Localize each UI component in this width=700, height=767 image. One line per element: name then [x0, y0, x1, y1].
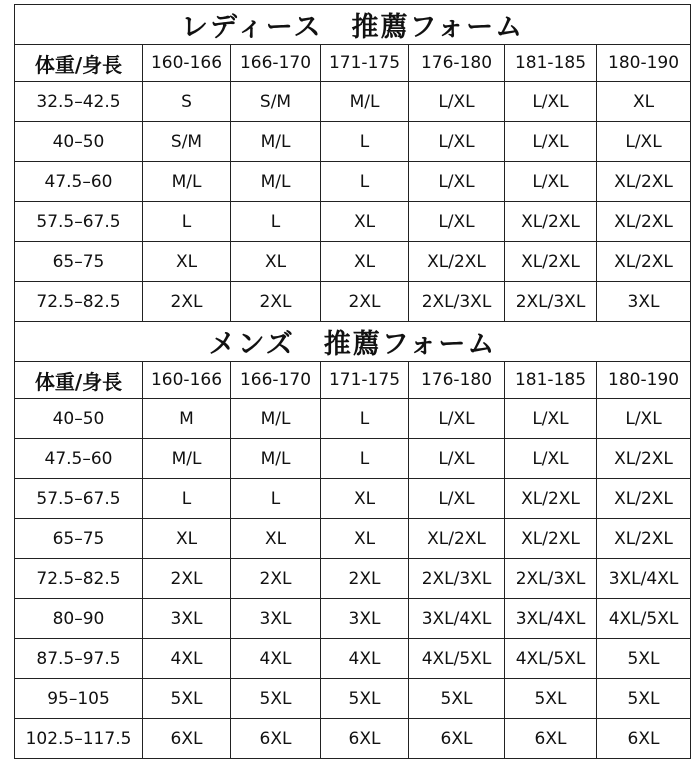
weight-range-cell: 32.5–42.5 [15, 82, 143, 122]
size-cell: 3XL/4XL [409, 599, 505, 639]
table-row [15, 719, 691, 759]
weight-range-cell: 57.5–67.5 [15, 479, 143, 519]
weight-range-cell: 87.5–97.5 [15, 639, 143, 679]
size-cell: XL/2XL [409, 519, 505, 559]
size-cell: L/XL [505, 439, 597, 479]
table-row [15, 439, 691, 479]
ladies-height-header: 180-190 [597, 45, 691, 82]
size-cell: XL [321, 519, 409, 559]
size-cell: XL/2XL [597, 162, 691, 202]
ladies-height-header: 181-185 [505, 45, 597, 82]
table-row [15, 519, 691, 559]
size-cell: 6XL [409, 719, 505, 759]
size-cell: 3XL [231, 599, 321, 639]
size-cell: XL/2XL [597, 519, 691, 559]
mens-rows [15, 399, 691, 759]
size-cell: 4XL/5XL [409, 639, 505, 679]
size-cell: 5XL [597, 639, 691, 679]
table-row [15, 479, 691, 519]
size-cell: L/XL [505, 82, 597, 122]
size-cell: L/XL [505, 162, 597, 202]
size-cell: XL/2XL [505, 242, 597, 282]
ladies-title: レディース 推薦フォーム [15, 5, 691, 45]
size-cell: 2XL/3XL [409, 282, 505, 322]
size-cell: S/M [231, 82, 321, 122]
size-cell: 2XL/3XL [505, 559, 597, 599]
size-cell: L [321, 399, 409, 439]
size-cell: L [231, 202, 321, 242]
mens-height-header: 171-175 [321, 362, 409, 399]
size-cell: XL/2XL [505, 479, 597, 519]
size-cell: S/M [143, 122, 231, 162]
size-cell: M [143, 399, 231, 439]
weight-range-cell: 95–105 [15, 679, 143, 719]
size-cell: L/XL [409, 439, 505, 479]
size-chart-table [14, 4, 691, 759]
mens-title: メンズ 推薦フォーム [15, 322, 691, 362]
size-cell: L [321, 122, 409, 162]
size-cell: M/L [231, 122, 321, 162]
ladies-header-row [15, 45, 691, 82]
size-cell: XL [597, 82, 691, 122]
size-cell: 5XL [143, 679, 231, 719]
size-cell: S [143, 82, 231, 122]
weight-range-cell: 47.5–60 [15, 439, 143, 479]
weight-range-cell: 40–50 [15, 399, 143, 439]
ladies-height-header: 166-170 [231, 45, 321, 82]
ladies-corner-header: 体重/身長 [15, 45, 143, 82]
weight-range-cell: 72.5–82.5 [15, 282, 143, 322]
mens-height-header: 180-190 [597, 362, 691, 399]
mens-header-row [15, 362, 691, 399]
size-cell: L/XL [409, 122, 505, 162]
size-cell: 6XL [321, 719, 409, 759]
size-cell: M/L [231, 399, 321, 439]
size-cell: L [321, 439, 409, 479]
size-cell: XL [231, 242, 321, 282]
size-cell: XL [321, 479, 409, 519]
size-cell: 2XL [143, 559, 231, 599]
mens-height-header: 160-166 [143, 362, 231, 399]
size-cell: 4XL [231, 639, 321, 679]
size-chart-sheet [14, 4, 690, 759]
size-cell: L [231, 479, 321, 519]
size-cell: 5XL [505, 679, 597, 719]
size-cell: 5XL [597, 679, 691, 719]
mens-height-header: 181-185 [505, 362, 597, 399]
size-cell: 6XL [231, 719, 321, 759]
size-cell: 2XL/3XL [409, 559, 505, 599]
weight-range-cell: 65–75 [15, 519, 143, 559]
size-cell: 3XL [143, 599, 231, 639]
size-cell: 6XL [143, 719, 231, 759]
size-cell: 6XL [597, 719, 691, 759]
size-cell: M/L [143, 439, 231, 479]
size-cell: 5XL [231, 679, 321, 719]
size-cell: M/L [143, 162, 231, 202]
size-cell: L [321, 162, 409, 202]
size-cell: 2XL [143, 282, 231, 322]
ladies-rows [15, 82, 691, 322]
size-cell: 4XL/5XL [597, 599, 691, 639]
mens-corner-header: 体重/身長 [15, 362, 143, 399]
table-row [15, 559, 691, 599]
size-cell: L/XL [505, 399, 597, 439]
size-cell: 4XL/5XL [505, 639, 597, 679]
size-cell: XL [143, 519, 231, 559]
size-cell: L/XL [597, 399, 691, 439]
size-cell: L/XL [597, 122, 691, 162]
size-cell: L/XL [409, 82, 505, 122]
size-cell: 3XL/4XL [505, 599, 597, 639]
mens-section [15, 322, 691, 399]
table-row [15, 202, 691, 242]
size-cell: XL/2XL [597, 202, 691, 242]
table-row [15, 82, 691, 122]
size-cell: XL/2XL [597, 242, 691, 282]
size-cell: L [143, 202, 231, 242]
weight-range-cell: 47.5–60 [15, 162, 143, 202]
size-cell: 2XL [231, 282, 321, 322]
table-row [15, 282, 691, 322]
size-cell: M/L [231, 439, 321, 479]
size-cell: L [143, 479, 231, 519]
size-cell: 2XL [321, 282, 409, 322]
size-cell: 6XL [505, 719, 597, 759]
size-cell: XL/2XL [505, 202, 597, 242]
weight-range-cell: 40–50 [15, 122, 143, 162]
weight-range-cell: 80–90 [15, 599, 143, 639]
size-cell: XL [321, 242, 409, 282]
table-row [15, 639, 691, 679]
size-cell: 3XL/4XL [597, 559, 691, 599]
size-cell: 4XL [143, 639, 231, 679]
size-cell: XL/2XL [597, 439, 691, 479]
ladies-height-header: 160-166 [143, 45, 231, 82]
table-row [15, 679, 691, 719]
ladies-section [15, 5, 691, 82]
size-cell: M/L [231, 162, 321, 202]
table-row [15, 242, 691, 282]
size-cell: XL [321, 202, 409, 242]
size-cell: 4XL [321, 639, 409, 679]
ladies-height-header: 171-175 [321, 45, 409, 82]
size-cell: 3XL [597, 282, 691, 322]
mens-height-header: 166-170 [231, 362, 321, 399]
weight-range-cell: 102.5–117.5 [15, 719, 143, 759]
size-cell: L/XL [409, 479, 505, 519]
size-cell: XL/2XL [505, 519, 597, 559]
size-cell: 2XL/3XL [505, 282, 597, 322]
size-cell: 5XL [409, 679, 505, 719]
size-cell: XL [143, 242, 231, 282]
size-cell: XL/2XL [409, 242, 505, 282]
weight-range-cell: 65–75 [15, 242, 143, 282]
table-row [15, 599, 691, 639]
weight-range-cell: 57.5–67.5 [15, 202, 143, 242]
size-cell: L/XL [409, 399, 505, 439]
table-row [15, 122, 691, 162]
size-cell: 5XL [321, 679, 409, 719]
size-cell: XL [231, 519, 321, 559]
mens-height-header: 176-180 [409, 362, 505, 399]
size-cell: 2XL [231, 559, 321, 599]
weight-range-cell: 72.5–82.5 [15, 559, 143, 599]
size-cell: L/XL [505, 122, 597, 162]
size-cell: 2XL [321, 559, 409, 599]
ladies-height-header: 176-180 [409, 45, 505, 82]
table-row [15, 162, 691, 202]
size-cell: XL/2XL [597, 479, 691, 519]
size-cell: M/L [321, 82, 409, 122]
size-cell: 3XL [321, 599, 409, 639]
table-row [15, 399, 691, 439]
size-cell: L/XL [409, 202, 505, 242]
size-cell: L/XL [409, 162, 505, 202]
